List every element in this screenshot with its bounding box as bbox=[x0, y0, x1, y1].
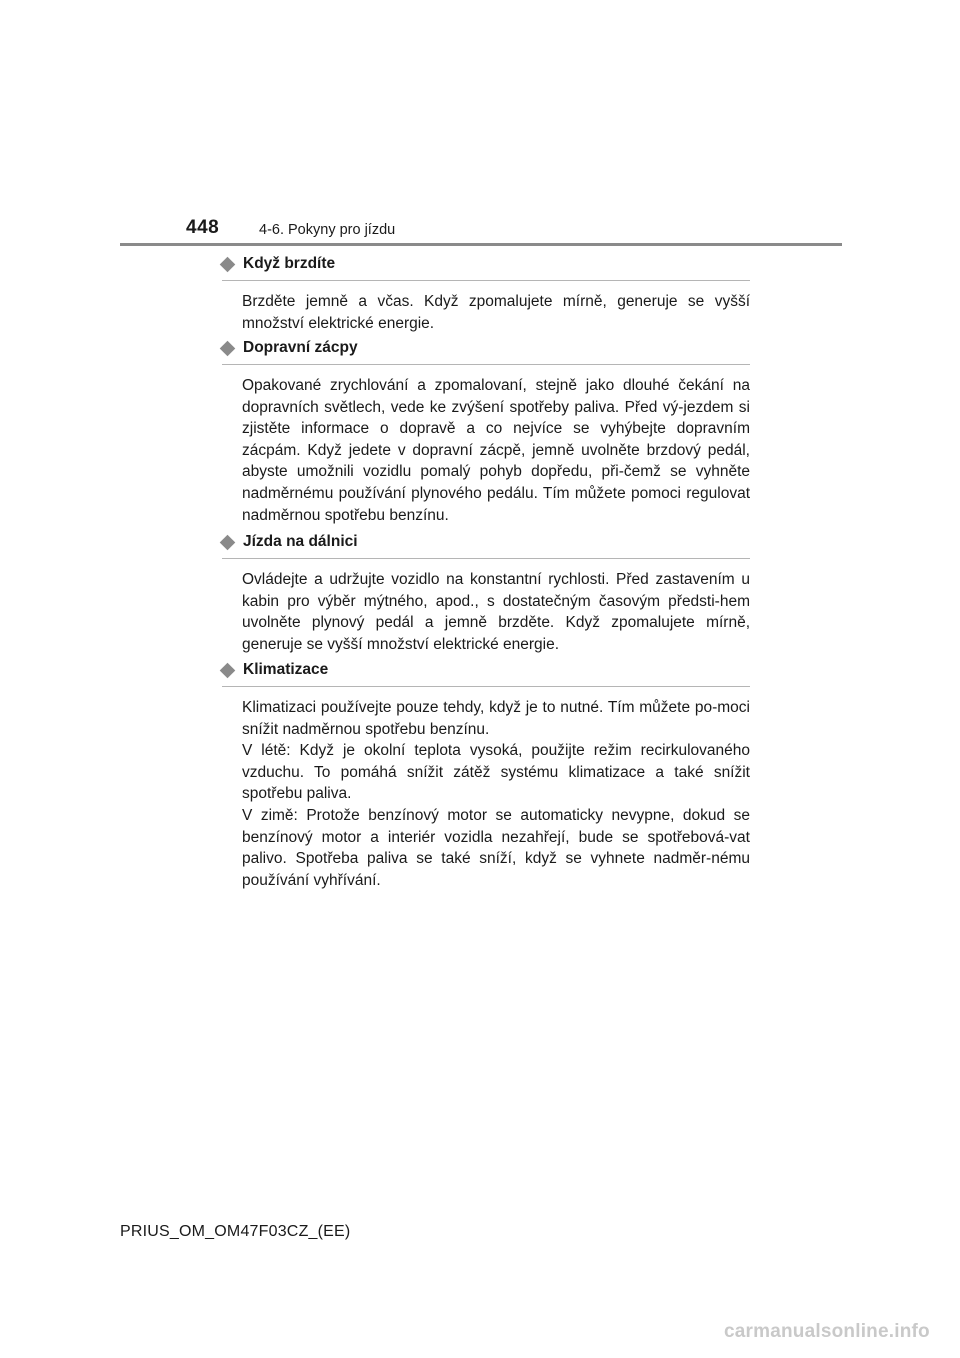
section-body bbox=[242, 569, 750, 655]
section-heading bbox=[222, 254, 750, 281]
paragraph: Opakované zrychlování a zpomalovaní, stejně jako dlouhé čekání na dopravních světlech, vede ke zvýšení spotřeby paliva. Před vý-jezdem si zjistěte informace o dopravě a co nejvíce se vyhýbejte dopravním zácpám. Když jedete v dopravní zácpě, jemně uvolněte brzdový pedál, abyste umožnili vozidlu pomalý pohyb dopředu, při-čemž se vyhněte nadměrnému používání plynového pedálu. Tím můžete pomoci regulovat nadměrnou spotřebu benzínu. bbox=[242, 377, 750, 524]
chapter-title: 4-6. Pokyny pro jízdu bbox=[259, 222, 396, 238]
section-body bbox=[242, 697, 750, 891]
page-number: 448 bbox=[186, 217, 220, 238]
paragraph: Brzděte jemně a včas. Když zpomalujete mírně, generuje se vyšší množství elektrické energie. bbox=[242, 293, 750, 332]
section-braking bbox=[222, 254, 750, 334]
section-heading bbox=[222, 660, 750, 687]
section-title: Když brzdíte bbox=[243, 255, 336, 272]
diamond-bullet-icon bbox=[220, 257, 236, 273]
document-code: PRIUS_OM_OM47F03CZ_(EE) bbox=[120, 1223, 351, 1240]
paragraph: V zimě: Protože benzínový motor se automaticky nevypne, dokud se benzínový motor a interiér vozidla nezahřejí, bude se spotřebová-vat palivo. Spotřeba paliva se také sníží, když se vyhnete nadměr-nému používání vyhřívání. bbox=[242, 806, 750, 889]
section-heading bbox=[222, 338, 750, 365]
header-divider bbox=[120, 243, 842, 246]
paragraph: Klimatizaci používejte pouze tehdy, když je to nutné. Tím můžete po-moci snížit nadměrnou spotřebu benzínu. bbox=[242, 699, 750, 738]
section-body bbox=[242, 291, 750, 334]
diamond-bullet-icon bbox=[220, 535, 236, 551]
diamond-bullet-icon bbox=[220, 663, 236, 679]
section-traffic-jams bbox=[222, 338, 750, 526]
section-title: Klimatizace bbox=[243, 661, 329, 678]
section-title: Jízda na dálnici bbox=[243, 533, 358, 550]
section-heading bbox=[222, 532, 750, 559]
section-air-conditioning bbox=[222, 660, 750, 891]
paragraph: Ovládejte a udržujte vozidlo na konstantní rychlosti. Před zastavením u kabin pro výběr mýtného, apod., s dostatečným časovým předsti-hem uvolněte plynový pedál a jemně brzděte. Když zpomalujete mírně, generuje se vyšší množství elektrické energie. bbox=[242, 571, 750, 653]
watermark: carmanualsonline.info bbox=[724, 1321, 930, 1342]
diamond-bullet-icon bbox=[220, 341, 236, 357]
section-body bbox=[242, 375, 750, 526]
section-highway bbox=[222, 532, 750, 655]
section-title: Dopravní zácpy bbox=[243, 339, 358, 356]
page-header bbox=[0, 0, 960, 250]
paragraph: V létě: Když je okolní teplota vysoká, použijte režim recirkulovaného vzduchu. To pomáhá snížit zátěž systému klimatizace a také snížit spotřebu paliva. bbox=[242, 742, 750, 803]
